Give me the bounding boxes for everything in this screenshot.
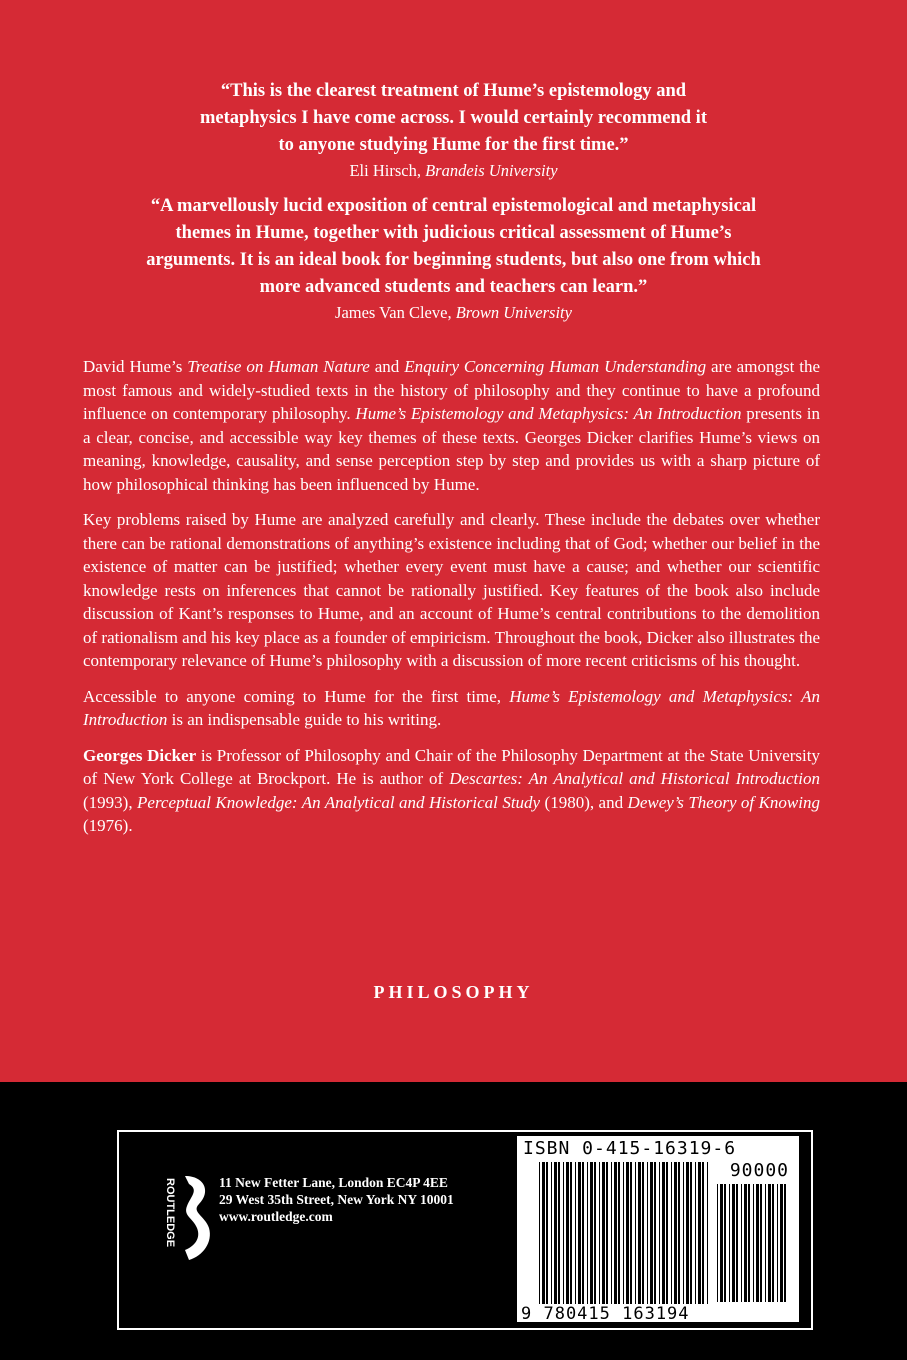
barcode-bar: [768, 1184, 771, 1302]
barcode-bar: [582, 1162, 584, 1304]
quote-line: metaphysics I have come across. I would certainly recommend it: [200, 108, 707, 128]
barcode-bar: [638, 1162, 641, 1304]
author-name: Georges Dicker: [83, 745, 197, 765]
barcode-bar: [772, 1184, 774, 1302]
barcode-bar: [614, 1162, 617, 1304]
text: is an indispensable guide to his writing.: [167, 710, 442, 729]
barcode-bar: [732, 1184, 735, 1302]
barcode-bar: [720, 1184, 723, 1302]
publisher-panel: [117, 1130, 813, 1330]
book-title: Perceptual Knowledge: An Analytical and Historical Study: [137, 792, 541, 812]
quote-line: “A marvellously lucid exposition of central epistemological and metaphysical: [150, 196, 757, 216]
barcode-bar: [626, 1162, 629, 1304]
quote-line: “This is the clearest treatment of Hume’s epistemology and: [220, 81, 687, 101]
barcode-addon: 90000: [729, 1160, 789, 1181]
routledge-logo-icon: [155, 1170, 215, 1270]
website: www.routledge.com: [219, 1209, 333, 1224]
barcode-bar: [599, 1162, 600, 1304]
quote-attribution: [0, 301, 907, 325]
text: David Hume’s: [83, 357, 188, 376]
description-paragraph-2: Key problems raised by Hume are analyzed carefully and clearly. These include the debates over whether there can be rational demonstrations of anything’s existence including that of God; whether our belief in the existence of matter can be justified; whether every event must have a cause; and whether our scientific knowledge rests on inferences that cannot be rationally justified. Key features of the book also include discussion of Kant’s responses to Hume, and an account of Hume’s central contributions to the demolition of rationalism and his key place as a founder of empiricism. Throughout the book, Dicker also illustrates the contemporary relevance of Hume’s philosophy with a discussion of more recent criticisms of his thought.: [83, 510, 820, 670]
text: and: [369, 357, 405, 376]
text: (1993),: [83, 792, 138, 812]
barcode-bar: [539, 1162, 540, 1304]
barcode-bar: [765, 1184, 766, 1302]
barcode-bar: [686, 1162, 689, 1304]
quote-affiliation: Brown University: [455, 303, 572, 322]
addon-barcode-bars: [717, 1184, 791, 1302]
quote-affiliation: Brandeis University: [425, 161, 558, 180]
main-barcode-bars: [539, 1162, 711, 1304]
barcode-bar: [666, 1162, 668, 1304]
ean-number: 9 780415 163194: [521, 1304, 690, 1324]
barcode-bar: [741, 1184, 742, 1302]
barcode-bar: [590, 1162, 593, 1304]
barcode-bar: [630, 1162, 632, 1304]
barcode-bar: [602, 1162, 605, 1304]
barcode-bar: [736, 1184, 738, 1302]
quote-author: James Van Cleve,: [335, 303, 456, 322]
barcode-bar: [702, 1162, 704, 1304]
barcode-bar: [748, 1184, 750, 1302]
publisher-address: [219, 1174, 454, 1225]
barcode-bar: [678, 1162, 680, 1304]
barcode-bar: [760, 1184, 762, 1302]
logo-text: ROUTLEDGE: [164, 1178, 176, 1248]
barcode-bar: [566, 1162, 569, 1304]
barcode-bar: [698, 1162, 701, 1304]
barcode-bar: [647, 1162, 648, 1304]
barcode-bar: [671, 1162, 672, 1304]
barcode-bar: [756, 1184, 759, 1302]
quote-author: Eli Hirsch,: [349, 161, 426, 180]
barcode-bar: [744, 1184, 747, 1302]
barcode-bar: [642, 1162, 644, 1304]
barcode-bar: [707, 1162, 708, 1304]
barcode-bar: [578, 1162, 581, 1304]
barcode-bar: [695, 1162, 696, 1304]
barcode-bar: [594, 1162, 596, 1304]
text: is Professor of Philosophy and Chair of the Philosophy Department at the State University of New York College at Brockport. He is author of: [83, 745, 820, 788]
text: (1976).: [83, 816, 133, 835]
barcode-bar: [753, 1184, 754, 1302]
barcode-bar: [570, 1162, 572, 1304]
barcode-bar: [683, 1162, 684, 1304]
text: Accessible to anyone coming to Hume for the first time,: [83, 686, 510, 706]
barcode-bar: [780, 1184, 783, 1302]
barcode-bar: [551, 1162, 552, 1304]
quote-attribution: [0, 159, 907, 183]
barcode-bar: [777, 1184, 778, 1302]
barcode-bar: [654, 1162, 656, 1304]
address-line-1: 11 New Fetter Lane, London EC4P 4EE: [219, 1175, 448, 1190]
barcode-bar: [575, 1162, 576, 1304]
barcode-bar: [650, 1162, 653, 1304]
quote-line: themes in Hume, together with judicious critical assessment of Hume’s: [175, 223, 732, 243]
book-title: Enquiry Concerning Human Understanding: [404, 357, 707, 376]
endorsement-2: [0, 193, 907, 325]
barcode: [517, 1136, 799, 1322]
barcode-bar: [554, 1162, 557, 1304]
barcode-bar: [674, 1162, 677, 1304]
isbn-text: ISBN 0-415-16319-6: [523, 1138, 737, 1159]
barcode-bar: [784, 1184, 786, 1302]
barcode-bar: [659, 1162, 660, 1304]
quote-line: to anyone studying Hume for the first time.”: [278, 135, 629, 155]
book-title: Dewey’s Theory of Knowing: [627, 792, 820, 812]
endorsements: [0, 78, 907, 335]
barcode-bar: [618, 1162, 620, 1304]
quote-line: arguments. It is an ideal book for beginning students, but also one from which: [146, 250, 761, 270]
footer-band: [0, 1082, 907, 1360]
barcode-bar: [717, 1184, 718, 1302]
category-label: PHILOSOPHY: [373, 982, 534, 1002]
barcode-bar: [542, 1162, 545, 1304]
text: presents in a clear, concise, and accessible way key themes of these texts. Georges Dicker clarifies Hume’s views on meaning, knowledge, causality, and sense perception step by step and provides us with a sharp picture of how philosophical thinking has been influenced by Hume.: [83, 404, 821, 494]
barcode-bar: [606, 1162, 608, 1304]
barcode-bar: [558, 1162, 560, 1304]
barcode-bar: [724, 1184, 726, 1302]
book-title: Treatise on Human Nature: [187, 357, 370, 376]
text: (1980), and: [540, 792, 628, 812]
quote-line: more advanced students and teachers can learn.”: [259, 277, 648, 297]
barcode-bar: [662, 1162, 665, 1304]
book-title: Descartes: An Analytical and Historical Introduction: [449, 769, 820, 788]
address-line-2: 29 West 35th Street, New York NY 10001: [219, 1192, 454, 1207]
barcode-bar: [635, 1162, 636, 1304]
description-paragraph-3: [83, 685, 820, 732]
text: are amongst the most famous and widely-studied texts in the history of philosophy and they continue to have a profound influence on contemporary philosophy.: [83, 357, 820, 423]
barcode-bar: [546, 1162, 548, 1304]
author-bio: [83, 744, 820, 838]
barcode-bar: [690, 1162, 692, 1304]
barcode-bar: [623, 1162, 624, 1304]
endorsement-1: [0, 78, 907, 183]
book-description: [83, 355, 820, 850]
description-paragraph-1: [83, 355, 820, 496]
barcode-bar: [729, 1184, 730, 1302]
book-title: Hume’s Epistemology and Metaphysics: An Introduction: [355, 404, 742, 423]
barcode-bar: [611, 1162, 612, 1304]
barcode-bar: [563, 1162, 564, 1304]
barcode-bar: [587, 1162, 588, 1304]
book-title: Hume’s Epistemology and Metaphysics: An Introduction: [83, 686, 820, 729]
